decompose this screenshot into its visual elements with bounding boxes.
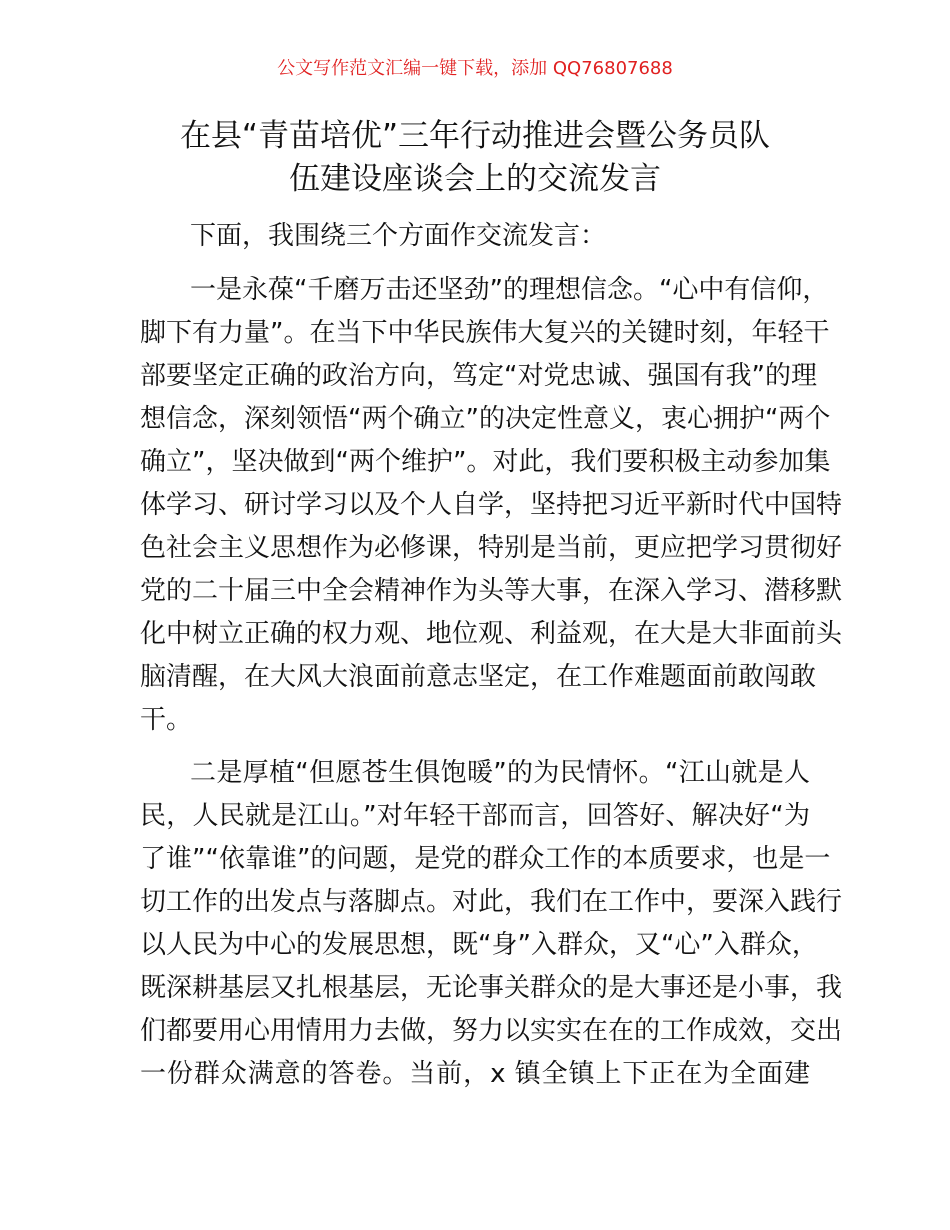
paragraph-line: 干。 [140,705,193,735]
paragraph-line: 一份群众满意的答卷。当前，x 镇全镇上下正在为全面建 [140,1059,810,1089]
paragraph-line: 想信念，深刻领悟“两个确立”的决定性意义，衷心拥护“两个 [140,404,831,434]
paragraph-line: 色社会主义思想作为必修课，特别是当前，更应把学习贯彻好 [140,533,843,563]
paragraph-line: 脑清醒，在大风大浪面前意志坚定，在工作难题面前敢闯敢 [140,662,817,692]
paragraph-line: 了谁”“依靠谁”的问题，是党的群众工作的本质要求，也是一 [140,844,831,874]
paragraph-line: 党的二十届三中全会精神作为头等大事，在深入学习、潜移默 [140,576,843,606]
paragraph-line: 化中树立正确的权力观、地位观、利益观，在大是大非面前头 [140,619,843,649]
download-watermark-header: 公文写作范文汇编一键下载，添加 QQ76807688 [277,58,673,79]
paragraph-line: 一是永葆“千磨万击还坚劲”的理想信念。“心中有信仰， [190,275,829,305]
paragraph-line: 们都要用心用情用力去做，努力以实实在在的工作成效，交出 [140,1016,843,1046]
paragraph-line: 脚下有力量”。在当下中华民族伟大复兴的关键时刻，年轻干 [140,318,830,348]
paragraph-line: 既深耕基层又扎根基层，无论事关群众的是大事还是小事，我 [140,973,843,1003]
paragraph-line: 二是厚植“但愿苍生俱饱暖”的为民情怀。“江山就是人 [190,758,810,788]
paragraph-line: 部要坚定正确的政治方向，笃定“对党忠诚、强国有我”的理 [140,361,817,391]
intro-text: 下面，我围绕三个方面作交流发言： [190,221,607,251]
document-title-line-2: 伍建设座谈会上的交流发言 [289,161,661,197]
paragraph-line: 民，人民就是江山。”对年轻干部而言，回答好、解决好“为 [140,801,810,831]
paragraph-line: 体学习、研讨学习以及个人自学，坚持把习近平新时代中国特 [140,490,843,520]
paragraph-line: 确立”，坚决做到“两个维护”。对此，我们要积极主动参加集 [140,447,831,477]
paragraph-line: 以人民为中心的发展思想，既“身”入群众，又“心”入群众， [140,930,818,960]
document-title-line-1: 在县“青苗培优”三年行动推进会暨公务员队 [179,118,771,154]
paragraph-line: 切工作的出发点与落脚点。对此，我们在工作中，要深入践行 [140,887,843,917]
